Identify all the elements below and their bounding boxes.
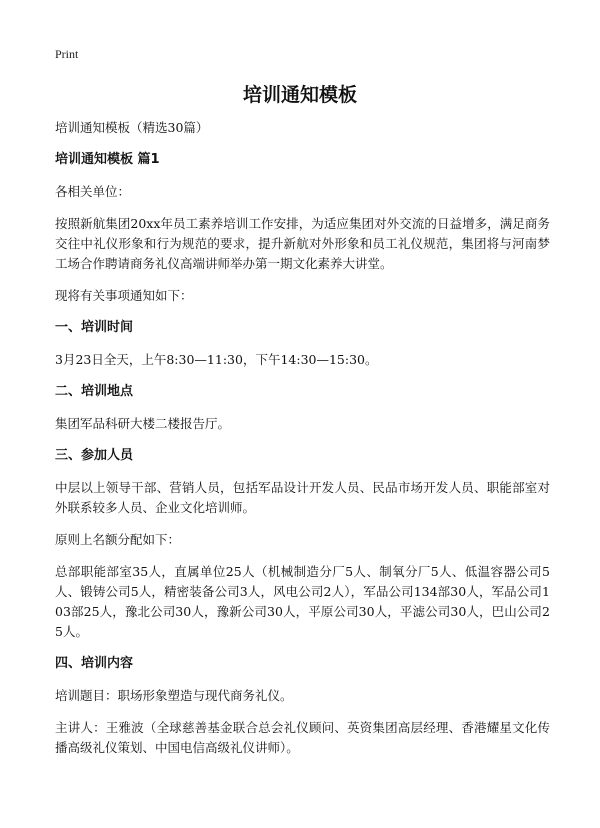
- document-subtitle: 培训通知模板（精选30篇）: [55, 120, 209, 135]
- salutation: 各相关单位：: [55, 184, 131, 199]
- quota-allocation: 总部职能部室35人，直属单位25人（机械制造分厂5人、制氧分厂5人、低温容器公司5人、锻铸公司5人，精密装备公司3人，风电公司2人），军品公司134部30人，军品公司103部25人，豫北公司30人，豫新公司30人，平原公司30人，平滤公司30人，巴山公司25人。: [55, 564, 550, 639]
- training-place: 集团军品科研大楼二楼报告厅。: [55, 416, 231, 431]
- participants: 中层以上领导干部、营销人员，包括军品设计开发人员、民品市场开发人员、职能部室对外联系较多人员、企业文化培训师。: [55, 480, 550, 515]
- heading-training-place: 二、培训地点: [55, 384, 134, 399]
- page-title: 培训通知模板: [242, 84, 357, 106]
- training-topic: 培训题目：职场形象塑造与现代商务礼仪。: [55, 688, 293, 703]
- heading-participants: 三、参加人员: [55, 448, 134, 463]
- heading-training-content: 四、培训内容: [55, 656, 134, 671]
- heading-training-time: 一、培训时间: [55, 320, 134, 335]
- training-time: 3月23日全天，上午8:30—11:30，下午14:30—15:30。: [55, 352, 378, 367]
- quota-lead: 原则上名额分配如下：: [55, 532, 181, 547]
- print-link[interactable]: Print: [55, 47, 79, 61]
- document-body: [55, 118, 550, 770]
- training-speaker: 主讲人：王雅波（全球慈善基金联合总会礼仪顾问、英资集团高层经理、香港耀星文化传播高级礼仪策划、中国电信高级礼仪讲师）。: [55, 720, 550, 755]
- notice-lead: 现将有关事项通知如下：: [55, 288, 193, 303]
- intro-paragraph: 按照新航集团20xx年员工素养培训工作安排，为适应集团对外交流的日益增多，满足商务交往中礼仪形象和行为规范的要求，提升新航对外形象和员工礼仪规范，集团将与河南梦工场合作聘请商务礼仪高端讲师举办第一期文化素养大讲堂。: [55, 216, 550, 271]
- section-title: 培训通知模板 篇1: [55, 152, 160, 167]
